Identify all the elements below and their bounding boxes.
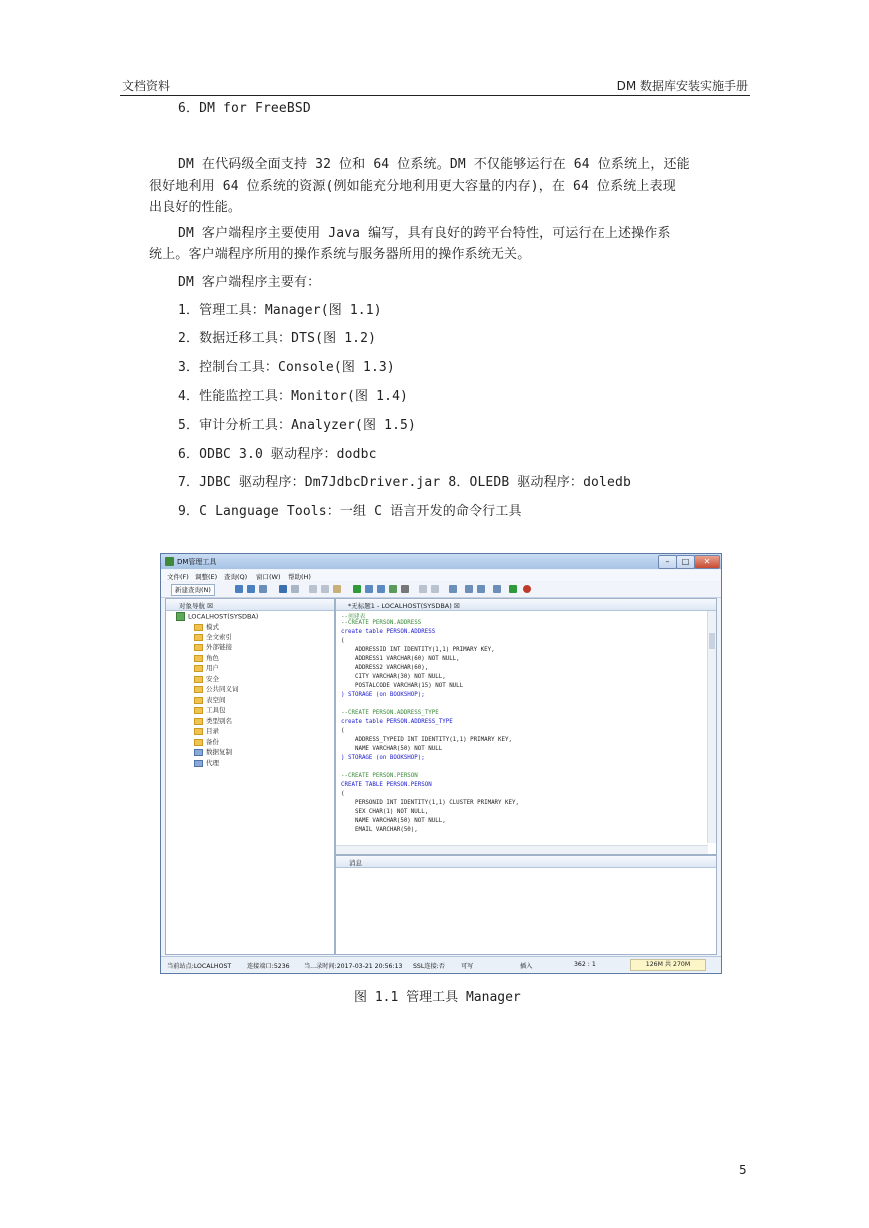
database-icon: [176, 612, 185, 621]
sql-editor[interactable]: [335, 598, 717, 855]
run-icon[interactable]: [353, 585, 361, 593]
tree-item[interactable]: 用户: [194, 663, 219, 672]
code-line: create table PERSON.ADDRESS_TYPE: [341, 719, 453, 725]
commit-icon[interactable]: [389, 585, 397, 593]
tree-item[interactable]: 全文索引: [194, 632, 232, 641]
code-line: NAME VARCHAR(50) NOT NULL: [341, 746, 443, 752]
body-line: 统上。客户端程序所用的操作系统与服务器所用的操作系统无关。: [149, 247, 531, 262]
code-line: ADDRESSID INT IDENTITY(1,1) PRIMARY KEY,: [341, 647, 495, 653]
tree-item[interactable]: 公共同义词: [194, 684, 239, 693]
editor-vertical-scrollbar[interactable]: [707, 611, 716, 843]
navigator-header: [166, 599, 334, 611]
manager-screenshot: [160, 553, 722, 974]
debug-icon[interactable]: [509, 585, 517, 593]
scroll-thumb[interactable]: [709, 633, 715, 649]
window-titlebar: [161, 554, 721, 569]
export-icon[interactable]: [259, 585, 267, 593]
body-line: DM 客户端程序主要有：: [178, 275, 321, 290]
code-line: --CREATE PERSON.ADDRESS: [341, 620, 422, 626]
tree-item[interactable]: 安全: [194, 674, 219, 683]
code-line: ADDRESS2 VARCHAR(60),: [341, 665, 429, 671]
message-tab-bar: [336, 856, 716, 868]
code-line: ADDRESS_TYPEID INT IDENTITY(1,1) PRIMARY KEY,: [341, 737, 513, 743]
folder-icon: [194, 739, 203, 746]
record-icon[interactable]: [523, 585, 531, 593]
body-line: 6．DM for FreeBSD: [178, 101, 311, 116]
tree-item[interactable]: 数据复制: [194, 747, 232, 756]
code-line: CREATE TABLE PERSON.PERSON: [341, 782, 432, 788]
list-item: 4．性能监控工具：Monitor(图 1.4): [178, 389, 409, 404]
status-site: 当前站点:LOCALHOST: [167, 963, 232, 970]
status-writable: 可写: [461, 963, 474, 970]
status-bar: [161, 956, 721, 972]
menu-bar: [161, 570, 721, 581]
list-item: 1．管理工具：Manager(图 1.1): [178, 303, 382, 318]
folder-icon: [194, 634, 203, 641]
tree-item[interactable]: 模式: [194, 622, 219, 631]
status-ssl: SSL连接:否: [413, 963, 445, 970]
editor-tab-bar: [336, 599, 716, 611]
menu-query[interactable]: 查询(Q): [224, 573, 248, 581]
status-insert-mode: 插入: [520, 963, 533, 970]
list-item: 7．JDBC 驱动程序：Dm7JdbcDriver.jar 8．OLEDB 驱动程序：doledb: [178, 475, 631, 490]
code-line: NAME VARCHAR(50) NOT NULL,: [341, 818, 446, 824]
code-line: POSTALCODE VARCHAR(15) NOT NULL: [341, 683, 464, 689]
message-pane: [335, 855, 717, 955]
tree-item[interactable]: 工具包: [194, 705, 226, 714]
run-step-icon[interactable]: [365, 585, 373, 593]
tree-item[interactable]: 目录: [194, 726, 219, 735]
body-line: DM 在代码级全面支持 32 位和 64 位系统。DM 不仅能够运行在 64 位系统上，还能: [178, 157, 690, 172]
text-icon[interactable]: [477, 585, 485, 593]
comment-icon[interactable]: [431, 585, 439, 593]
menu-help[interactable]: 帮助(H): [288, 573, 311, 581]
toolbar: [161, 582, 721, 598]
stop-icon[interactable]: [401, 585, 409, 593]
code-line: ADDRESS1 VARCHAR(60) NOT NULL,: [341, 656, 460, 662]
tree-item[interactable]: 代理: [194, 758, 219, 767]
folder-icon: [194, 697, 203, 704]
code-line: (: [341, 638, 345, 644]
close-button[interactable]: ✕: [694, 555, 720, 569]
new-query-button[interactable]: 新建查询(N): [171, 584, 215, 596]
code-line: SEX CHAR(1) NOT NULL,: [341, 809, 429, 815]
explain-icon[interactable]: [377, 585, 385, 593]
folder-icon: [194, 624, 203, 631]
folder-icon: [194, 760, 203, 767]
format-icon[interactable]: [419, 585, 427, 593]
app-icon: [165, 557, 174, 566]
window-icon[interactable]: [449, 585, 457, 593]
paste-icon[interactable]: [333, 585, 341, 593]
code-line: --CREATE PERSON.ADDRESS_TYPE: [341, 710, 439, 716]
tree-item[interactable]: 角色: [194, 653, 219, 662]
code-line: create table PERSON.ADDRESS: [341, 629, 436, 635]
header-left-title: 文档资料: [122, 79, 171, 93]
tree-item[interactable]: 表空间: [194, 695, 226, 704]
figure-caption: 图 1.1 管理工具 Manager: [354, 990, 521, 1005]
code-line: (: [341, 728, 345, 734]
folder-icon: [194, 655, 203, 662]
navigator-title[interactable]: 对象导航 ☒: [179, 602, 213, 610]
redo-icon[interactable]: [291, 585, 299, 593]
window-title: DM管理工具: [177, 558, 217, 566]
code-line: ) STORAGE (on BOOKSHOP);: [341, 692, 425, 698]
tree-item[interactable]: 备份: [194, 737, 219, 746]
tree-item[interactable]: 外部链接: [194, 642, 232, 651]
menu-edit[interactable]: 调整(E): [195, 573, 218, 581]
menu-file[interactable]: 文件(F): [167, 573, 189, 581]
status-port: 连接端口:5236: [247, 963, 290, 970]
list-item: 2．数据迁移工具：DTS(图 1.2): [178, 331, 377, 346]
memory-indicator: 126M 共 270M: [630, 959, 706, 971]
body-line: DM 客户端程序主要使用 Java 编写，具有良好的跨平台特性，可运行在上述操作系: [178, 226, 671, 241]
code-line: EMAIL VARCHAR(50),: [341, 827, 418, 833]
message-tab[interactable]: 消息: [349, 859, 362, 867]
folder-icon: [194, 665, 203, 672]
undo-icon[interactable]: [279, 585, 287, 593]
code-line: CITY VARCHAR(30) NOT NULL,: [341, 674, 446, 680]
header-right-title: DM 数据库安装实施手册: [616, 79, 748, 93]
object-navigator-pane: [165, 598, 335, 955]
status-login-time: 当...录时间:2017-03-21 20:56:13: [304, 963, 403, 970]
grid-icon[interactable]: [465, 585, 473, 593]
tree-item[interactable]: 类型别名: [194, 716, 232, 725]
folder-icon: [194, 728, 203, 735]
folder-icon: [194, 749, 203, 756]
cut-icon[interactable]: [309, 585, 317, 593]
editor-tab[interactable]: *无标题1 - LOCALHOST(SYSDBA) ☒: [348, 602, 460, 610]
code-line: --创建表: [341, 614, 366, 620]
minimize-button[interactable]: –: [658, 555, 677, 569]
folder-icon: [194, 686, 203, 693]
folder-icon: [194, 644, 203, 651]
tree-root[interactable]: LOCALHOST(SYSDBA): [176, 612, 258, 621]
list-item: 3．控制台工具：Console(图 1.3): [178, 360, 395, 375]
save-icon[interactable]: [235, 585, 243, 593]
maximize-button[interactable]: □: [676, 555, 695, 569]
body-line: 出良好的性能。: [149, 200, 242, 215]
folder-icon: [194, 707, 203, 714]
copy-icon[interactable]: [321, 585, 329, 593]
code-line: --CREATE PERSON.PERSON: [341, 773, 418, 779]
header-rule: [120, 95, 750, 96]
editor-horizontal-scrollbar[interactable]: [336, 845, 708, 854]
menu-window[interactable]: 窗口(W): [256, 573, 281, 581]
code-line: ) STORAGE (on BOOKSHOP);: [341, 755, 425, 761]
list-item: 5．审计分析工具：Analyzer(图 1.5): [178, 418, 416, 433]
list-item: 6．ODBC 3.0 驱动程序：dodbc: [178, 447, 377, 462]
code-line: (: [341, 791, 345, 797]
plan-icon[interactable]: [493, 585, 501, 593]
save-all-icon[interactable]: [247, 585, 255, 593]
list-item: 9．C Language Tools：一组 C 语言开发的命令行工具: [178, 504, 522, 519]
folder-icon: [194, 676, 203, 683]
status-cursor-position: 362 : 1: [574, 961, 596, 968]
folder-icon: [194, 718, 203, 725]
page-number: 5: [739, 1163, 747, 1177]
body-line: 很好地利用 64 位系统的资源(例如能充分地利用更大容量的内存)，在 64 位系统上表现: [149, 179, 676, 194]
code-line: PERSONID INT IDENTITY(1,1) CLUSTER PRIMARY KEY,: [341, 800, 519, 806]
